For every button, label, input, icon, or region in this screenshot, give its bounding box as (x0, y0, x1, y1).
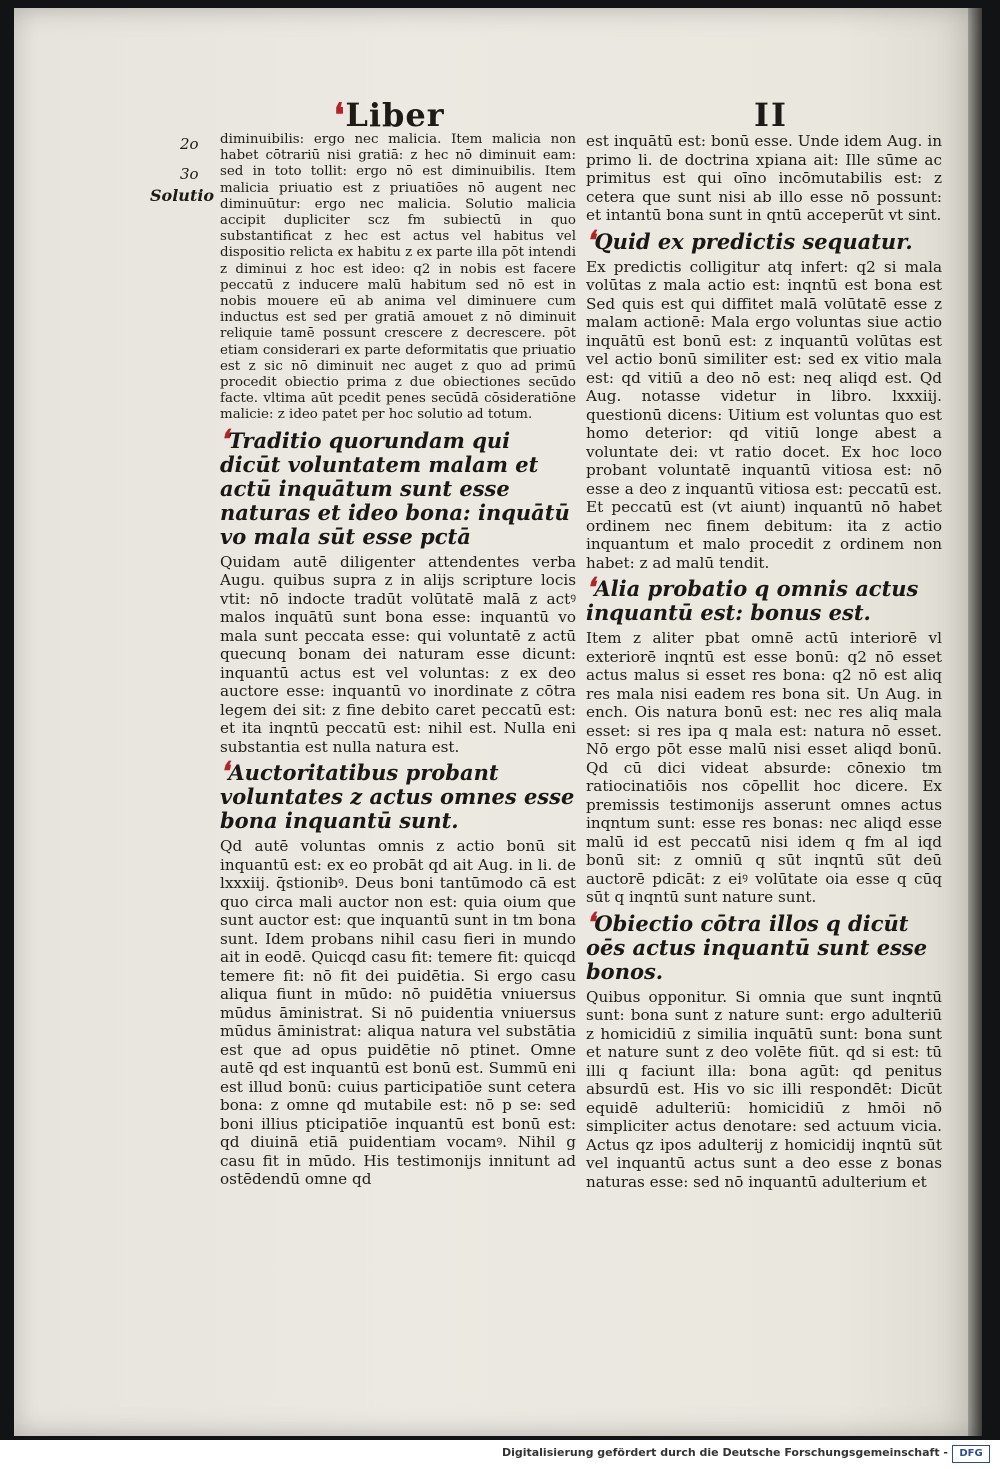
right-paragraph-2: Item z aliter pbat omnē actū interiorē vl exteriorē inqntū est esse bonū: q2 nō esset actus malus si esset res bona: q2 nō est aliq res mala nisi eadem res bona sit. Un Aug. in ench. Ois natura bonū est: nec res aliq mala esset: si res ipa q mala est: natura nō esset. Nō ergo pōt esse malū nisi esset aliqd bonū. Qd cū dici videat absurde: cōnexio tm ratiocinatiōis nos cōpellit hoc dicere. Ex premissis testimonijs asserunt omnes actus inqntum sunt: esse res bonas: nec aliqd esse malū id est peccatū nisi idem q fm al iqd bonū sit: z omniū q sūt inqntū sūt deū auctorē pdicāt: z eiꝰ volūtate oia esse q cūq sūt q inqntū sunt nature sunt. (586, 629, 942, 906)
left-paragraph-2: Qd autē voluntas omnis z actio bonū sit inquantū est: ex eo probāt qd ait Aug. in li. de lxxxiij. q̄stionibꝰ. Deus boni tantūmodo cā est quo circa mali auctor non est: quia oium que sunt auctor est: que inquantū sunt in tm bona sunt. Idem probans nihil casu fieri in mundo ait in eodē. Quicqd casu fit: temere fit: quicqd temere fit: nō fit dei puidētia. Si ergo casu aliqua fiunt in mūdo: nō puidētia vniuersus mūdus āministrat. Si nō puidentia vniuersus mūdus āministrat: aliqua natura vel substātia est que ad opus puidētie nō ptinet. Omne autē qd est inquantū est bonū est. Summū eni est illud bonū: cuius participatiōe sunt cetera bona: z omne qd mutabile est: nō p se: sed boni illius pticipatiōe inquantū est bonū est: qd diuinā etiā puidentiam vocamꝰ. Nihil g casu fit in mūdo. His testimonijs innitunt ad ostēdendū omne qd (220, 837, 576, 1189)
right-heading-1: ❛Quid ex predictis sequatur. (586, 225, 913, 256)
header-liber-text: Liber (345, 96, 445, 134)
running-header-book-number: II (754, 96, 788, 134)
left-paragraph-1: Quidam autē diligenter attendentes verba Augu. quibus supra z in alijs scripture locis vtit: nō indocte tradūt volūtatē malā z actꝰ malos inquātū sunt bona esse: inquantū vo mala sunt peccata esse: qui voluntatē z actū quecunq bonam dei naturam esse dicunt: inquantū actus est vel voluntas: z ex deo auctore esse: inquantū vo inordinate z cōtra legem dei sit: z fine debito caret peccatū est: et ita inqntū peccatū est: nihil est. Nulla eni substantia est nulla natura est. (220, 552, 576, 756)
right-paragraph-3: Quibus opponitur. Si omnia que sunt inqntū sunt: bona sunt z nature sunt: ergo adulteriū z homicidiū z similia inquātū sunt: bona sunt et nature sunt z deo volēte fiūt. qd si est: tū illi q faciunt illa: bona agūt: qd penitus absurdū est. His vo sic illi respondēt: Dicūt equidē adulteriū: homicidiū z hmōi nō simpliciter actus denotare: sed actuum vicia. Actus qz ipos adulterij z homicidij inqntū sūt vel inquantū actus sunt a deo esse z bonas naturas esse: sed nō inquantū adulterium et (586, 987, 942, 1191)
margin-note-2o: 2o (180, 135, 199, 153)
running-header-liber (334, 96, 445, 134)
right-intro-paragraph: est inquātū est: bonū esse. Unde idem Aug. in primo li. de doctrina xpiana ait: Ille sūme ac primitus est qui oīno incōmutabilis est: z cetera que sunt nisi ab illo esse nō possunt: et intantū bona sunt in qntū acceperūt vt sint. (586, 132, 942, 224)
left-intro-paragraph: diminuibilis: ergo nec malicia. Item malicia non habet cōtrariū nisi gratiā: z hec nō diminuit eam: sed in toto tollit: ergo nō est diminuibilis. Item malicia priuatio est z priuatiōes nō augent nec diminuūtur: ergo nec malicia. Solutio malicia accipit dupliciter scz fm subiectū in quo substantificat z hec est actus vel habitus vel dispositio relicta ex habitu z ex parte illa pōt intendi z diminui z hoc est ideo: q2 in nobis est facere peccatū z inducere malū habitum sed nō est in nobis mouere eū ab anima vel diminuere cum inductus est sed per gratiā amouet z nō diminuit reliquie tamē possunt crescere z decrescere. pōt etiam considerari ex parte deformitatis que priuatio est z sic nō diminuit nec auget z quo ad primū procedit obiectio prima z due obiectiones secūdo facte. vltima aūt pcedit penes secūdā cōsideratiōne malicie: z ideo patet per hoc solutio ad totum. (220, 132, 576, 423)
red-pilcrow-icon: ❛ (586, 225, 595, 256)
left-column (220, 132, 576, 1193)
right-heading-3: ❛Obiectio cōtra illos q dicūt oēs actus inquantū sunt esse bonos. (586, 907, 928, 984)
right-paragraph-1: Ex predictis colligitur atq infert: q2 si mala volūtas z mala actio est: inqntū est bona est Sed quis est qui diffitet malā volūtatē esse z malam actionē: Mala ergo voluntas siue actio inquātū est bonū est: z inquantū volūtas est vel actio bonū similiter est: sed ex vitio mala est: qd vitiū a deo nō est: neq aliqd est. Qd Aug. notasse videtur in libro. lxxxiij. questionū dicens: Uitium est voluntas quo est homo deterior: qd vitiū longe abest a voluntate dei: vt ratio docet. Ex hoc loco probant voluntatē inquantū vitiosa est: nō esse a deo z inquantū vitiosa est: peccatū est. Et peccatū est (vt aiunt) inquantū nō habet ordinem nec finem debitum: ita z actio inquantum et malo procedit z ordinem non habet: z ad malū tendit. (586, 257, 942, 572)
red-pilcrow-icon: ❛ (220, 757, 229, 788)
left-heading-1: ❛Traditio quorundam qui dicūt voluntatem malam et actū inquātum sunt esse naturas et ideo bona: inquātū vo mala sūt esse pctā (220, 424, 570, 549)
margin-note-solutio: Solutio (150, 186, 215, 205)
right-heading-2: ❛Alia probatio q omnis actus inquantū est: bonus est. (586, 573, 919, 625)
red-pilcrow-icon: ❛ (220, 424, 229, 455)
red-pilcrow-icon: ❛ (334, 96, 346, 134)
margin-note-3o: 3o (180, 165, 199, 183)
left-heading-2: ❛Auctoritatibus probant voluntates z actus omnes esse bona inquantū sunt. (220, 757, 575, 834)
red-pilcrow-icon: ❛ (586, 907, 595, 938)
red-pilcrow-icon: ❛ (586, 573, 595, 603)
footer-bar (0, 1440, 1000, 1469)
footer-funding-text: Digitalisierung gefördert durch die Deutsche Forschungsgemeinschaft - (501, 1446, 948, 1459)
dfg-logo-icon: DFG (952, 1445, 990, 1463)
right-column (586, 132, 942, 1195)
